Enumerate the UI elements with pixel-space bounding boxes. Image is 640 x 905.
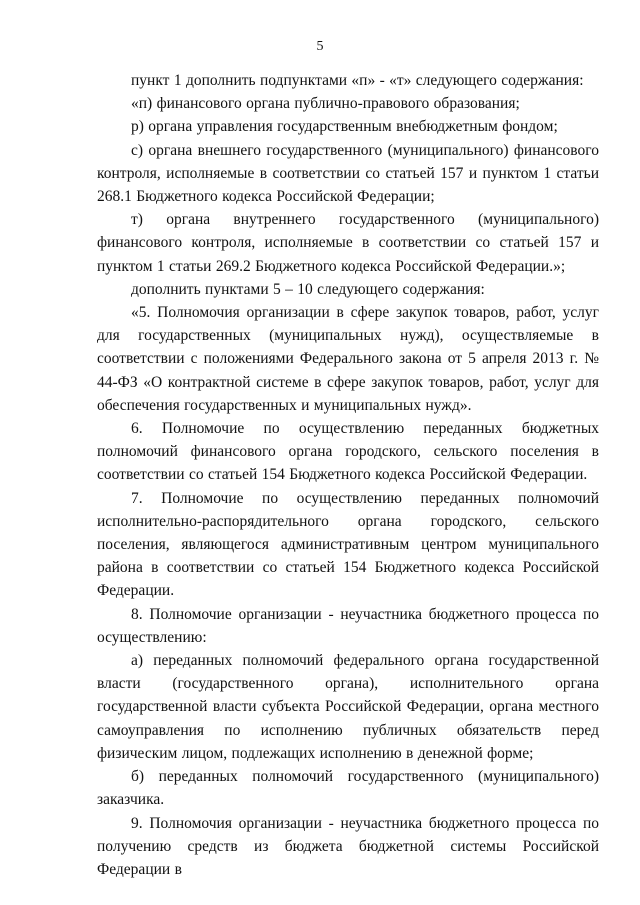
paragraph-item-9: 9. Полномочия организации - неучастника бюджетного процесса по получению средств из бюджета бюджетной системы Российской Федерации в: [97, 814, 599, 878]
page-number: 5: [316, 39, 324, 54]
paragraph-item-8b: б) переданных полномочий государственного (муниципального) заказчика.: [97, 768, 599, 809]
paragraph-intro-items: дополнить пунктами 5 – 10 следующего содержания:: [131, 280, 485, 298]
paragraph-item-6: 6. Полномочие по осуществлению переданных бюджетных полномочий финансового органа городского, сельского поселения в соответствии со статьей 154 Бюджетного кодекса Российской Федерации.: [97, 420, 599, 484]
paragraph-subitem-s: с) органа внешнего государственного (муниципального) финансового контроля, исполняемые в соответствии со статьей 157 и пунктом 1 статьи 268.1 Бюджетного кодекса Российской Федерации;: [97, 141, 599, 206]
paragraph-subitem-p: «п) финансового органа публично-правового образования;: [131, 95, 520, 113]
document-body: [97, 69, 599, 881]
paragraph-item-7: 7. Полномочие по осуществлению переданных полномочий исполнительно-распорядительного органа городского, сельского поселения, являющегося административным центром муниципального района в соответствии со статьей 154 Бюджетного кодекса Российской Федерации.: [97, 489, 599, 600]
paragraph-item-5: «5. Полномочия организации в сфере закупок товаров, работ, услуг для государственных (муниципальных нужд), осуществляемые в соответствии с положениями Федерального закона от 5 апреля 2013 г. № 44-ФЗ «О контрактной системе в сфере закупок товаров, работ, услуг для обеспечения государственных и муниципальных нужд».: [97, 304, 599, 414]
paragraph-subitem-r: р) органа управления государственным внебюджетным фондом;: [131, 118, 558, 136]
paragraph-subitem-t: т) органа внутреннего государственного (муниципального) финансового контроля, исполняемые в соответствии со статьей 157 и пунктом 1 статьи 269.2 Бюджетного кодекса Российской Федерации.»;: [97, 211, 599, 275]
paragraph-item-8: 8. Полномочие организации - неучастника бюджетного процесса по осуществлению:: [97, 605, 599, 646]
paragraph-item-8a: а) переданных полномочий федерального органа государственной власти (государственного органа), исполнительного органа государственной власти субъекта Российской Федерации, органа местного самоуправления по исполнению публичных обязательств перед физическим лицом, подлежащих исполнению в денежной форме;: [97, 652, 599, 762]
paragraph-intro-subitems: пункт 1 дополнить подпунктами «п» - «т» следующего содержания:: [131, 72, 584, 89]
